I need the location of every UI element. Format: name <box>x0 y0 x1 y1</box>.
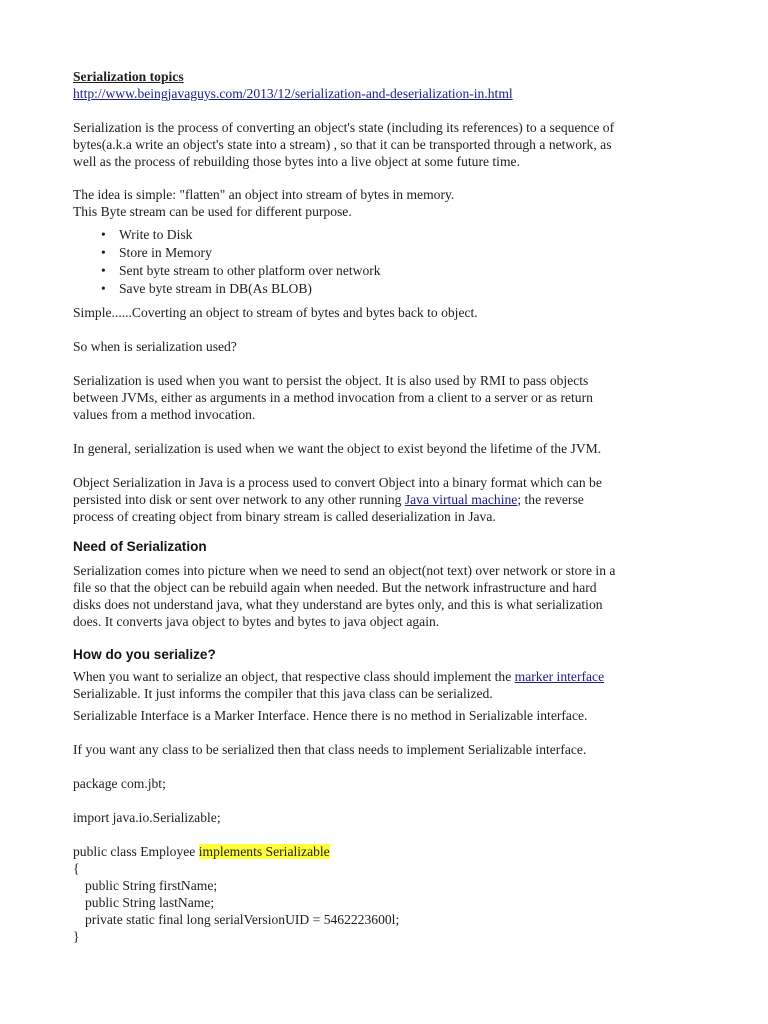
text-line <box>73 668 703 685</box>
code-line-package: package com.jbt; <box>73 776 166 791</box>
text-line <box>73 491 703 508</box>
general-line: In general, serialization is used when we want the object to exist beyond the lifetime of the JVM. <box>73 441 602 456</box>
usage-paragraph <box>73 372 703 423</box>
document-page <box>73 68 703 945</box>
text-fragment: persisted into disk or sent over network to any other running <box>73 492 405 507</box>
text-line: The idea is simple: "flatten" an object into stream of bytes in memory. <box>73 187 455 202</box>
code-fragment: public class Employee <box>73 844 199 859</box>
code-sample <box>73 775 703 945</box>
marker-interface-line: Serializable Interface is a Marker Interface. Hence there is no method in Serializable interface. <box>73 708 588 723</box>
text-line: does. It converts java object to bytes and bytes to java object again. <box>73 614 440 629</box>
text-line: Serialization is used when you want to persist the object. It is also used by RMI to pass objects <box>73 373 589 388</box>
text-fragment: ; the reverse <box>517 492 584 507</box>
object-serialization-paragraph <box>73 474 703 525</box>
intro-paragraph <box>73 119 703 170</box>
text-line: Serialization comes into picture when we need to send an object(not text) over network or store in a <box>73 563 616 578</box>
list-item: • Write to Disk <box>119 226 703 244</box>
text-line: values from a method invocation. <box>73 407 256 422</box>
text-fragment: When you want to serialize an object, that respective class should implement the <box>73 669 515 684</box>
list-item: • Save byte stream in DB(As BLOB) <box>119 280 703 298</box>
list-item: • Sent byte stream to other platform over network <box>119 262 703 280</box>
text-line: Serializable. It just informs the compiler that this java class can be serialized. <box>73 686 493 701</box>
purpose-list <box>73 226 703 298</box>
idea-paragraph <box>73 186 703 220</box>
page-title: Serialization topics <box>73 69 184 84</box>
text-line: well as the process of rebuilding those bytes into a live object at some future time. <box>73 154 520 169</box>
source-url-link[interactable]: http://www.beingjavaguys.com/2013/12/serialization-and-deserialization-in.html <box>73 86 513 101</box>
code-line-field: public String firstName; <box>85 878 218 893</box>
text-line: Serialization is the process of converting an object's state (including its references) to a sequence of <box>73 120 615 135</box>
implement-line: If you want any class to be serialized then that class needs to implement Serializable interface. <box>73 742 587 757</box>
text-line: disks does not understand java, what they understand are bytes only, and this is what serialization <box>73 597 603 612</box>
code-line-field: private static final long serialVersionUID = 5462223600l; <box>85 912 400 927</box>
code-line-import: import java.io.Serializable; <box>73 810 221 825</box>
code-line-brace-close: } <box>73 929 80 944</box>
text-line: between JVMs, either as arguments in a method invocation from a client to a server or as return <box>73 390 593 405</box>
section-heading-need: Need of Serialization <box>73 539 207 554</box>
code-line-class <box>73 843 703 860</box>
summary-line: Simple......Coverting an object to stream of bytes and bytes back to object. <box>73 305 478 320</box>
text-line: file so that the object can be rebuild again when needed. But the network infrastructure and hard <box>73 580 597 595</box>
code-line-brace-open: { <box>73 861 80 876</box>
need-paragraph <box>73 562 703 630</box>
highlighted-code: implements Serializable <box>198 844 330 859</box>
text-line: Object Serialization in Java is a process used to convert Object into a binary format which can be <box>73 475 602 490</box>
jvm-link[interactable]: Java virtual machine <box>404 492 518 507</box>
question-line: So when is serialization used? <box>73 339 237 354</box>
code-line-field: public String lastName; <box>85 895 215 910</box>
text-line: This Byte stream can be used for different purpose. <box>73 204 352 219</box>
section-heading-how: How do you serialize? <box>73 647 216 662</box>
text-line: process of creating object from binary stream is called deserialization in Java. <box>73 509 496 524</box>
list-item: • Store in Memory <box>119 244 703 262</box>
text-line: bytes(a.k.a write an object's state into a stream) , so that it can be transported through a network, as <box>73 137 612 152</box>
how-paragraph <box>73 668 703 702</box>
marker-interface-link[interactable]: marker interface <box>514 669 605 684</box>
